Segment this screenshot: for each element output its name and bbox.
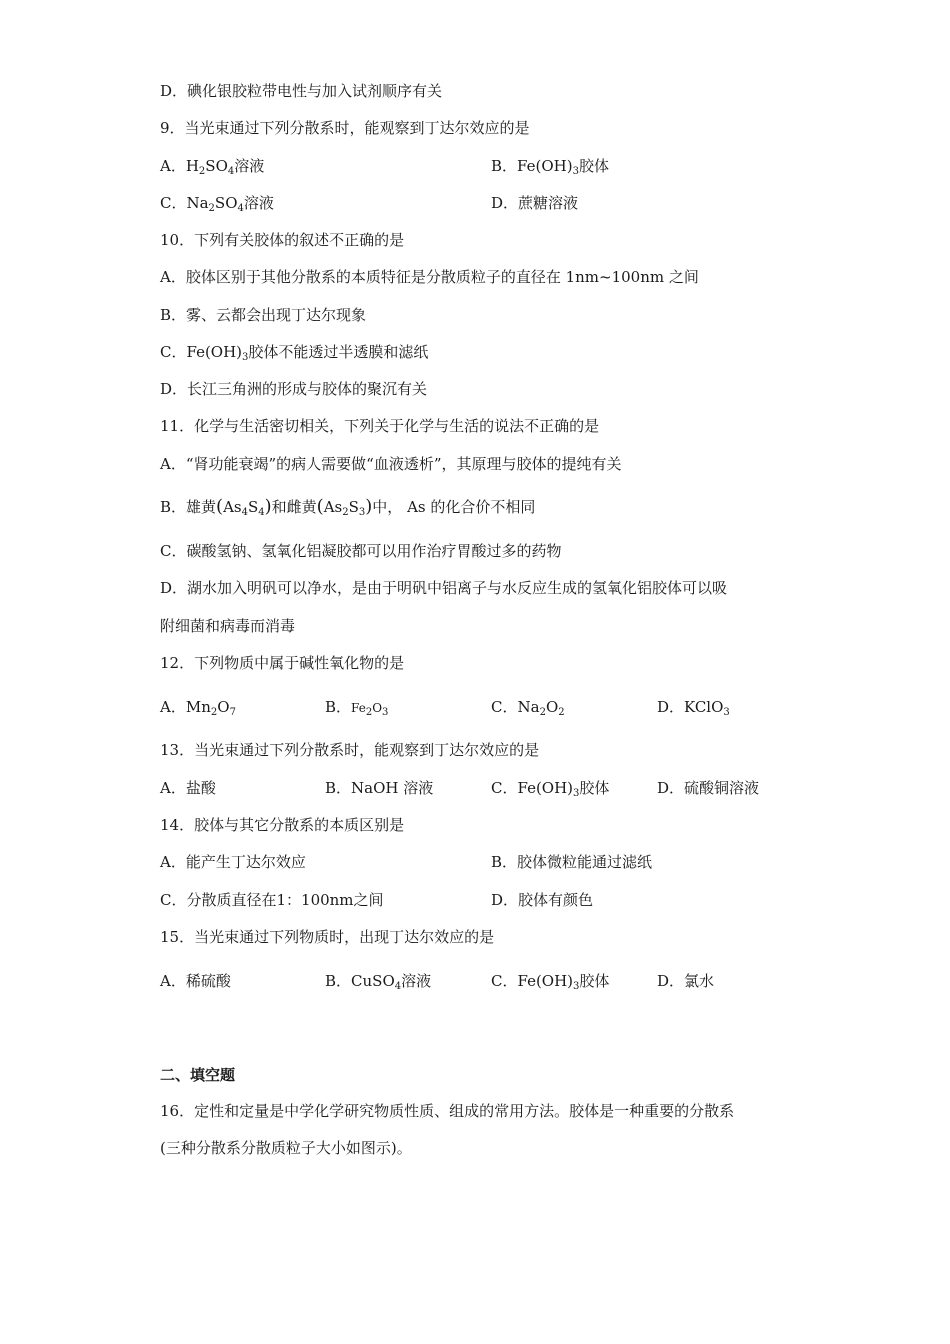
q14-option-d: D．胶体有颜色 (491, 891, 594, 909)
q11-stem: 11．化学与生活密切相关，下列关于化学与生活的说法不正确的是 (160, 417, 600, 435)
q15-option-b: B．CuSO$_4$溶液 (325, 972, 432, 992)
q12-stem: 12．下列物质中属于碱性氧化物的是 (160, 654, 405, 672)
q15-option-d: D．氯水 (657, 972, 715, 990)
q11-option-d-line1: D．湖水加入明矾可以净水，是由于明矾中铝离子与水反应生成的氢氧化铝胶体可以吸 (160, 579, 728, 597)
q13-option-d: D．硫酸铜溶液 (657, 779, 760, 797)
section-heading: 二、填空题 (160, 1066, 236, 1084)
q14-stem: 14．胶体与其它分散系的本质区别是 (160, 816, 405, 834)
q9-option-a: A．$H_2SO_4$溶液 (160, 157, 265, 177)
q14-option-a: A．能产生丁达尔效应 (160, 853, 306, 871)
q10-option-c: C．$Fe(OH)_3$胶体不能透过半透膜和滤纸 (160, 343, 429, 363)
q9-option-b: B．$Fe(OH)_3$胶体 (491, 157, 609, 177)
q11-option-d-line2: 附细菌和病毒而消毒 (160, 617, 296, 635)
q15-option-c: C．$Fe(OH)_3$胶体 (491, 972, 610, 992)
q12-option-d: D．KClO$_3$ (657, 698, 730, 718)
q15-option-a: A．稀硫酸 (160, 972, 231, 990)
q10-option-d: D．长江三角洲的形成与胶体的聚沉有关 (160, 380, 428, 398)
q11-option-a: A．“肾功能衰竭”的病人需要做“血液透析”，其原理与胶体的提纯有关 (160, 455, 622, 473)
q11-option-b: B．雄黄$(As_4S_4)$和雌黄$(As_2S_3)$中， As 的化合价不相同 (160, 496, 536, 518)
q8-option-d: D．碘化银胶粒带电性与加入试剂顺序有关 (160, 82, 443, 100)
q14-option-b: B．胶体微粒能通过滤纸 (491, 853, 653, 871)
q9-stem: 9．当光束通过下列分散系时，能观察到丁达尔效应的是 (160, 119, 530, 137)
q13-stem: 13．当光束通过下列分散系时，能观察到丁达尔效应的是 (160, 741, 540, 759)
q12-option-a: A．$Mn_2O_7$ (160, 698, 236, 718)
q11-option-c: C．碳酸氢钠、氢氧化铝凝胶都可以用作治疗胃酸过多的药物 (160, 542, 562, 560)
q12-option-b: B．$Fe_2O_3$ (325, 698, 389, 718)
q16-line2: (三种分散系分散质粒子大小如图示)。 (160, 1139, 412, 1157)
q10-option-b: B．雾、云都会出现丁达尔现象 (160, 306, 367, 324)
q10-option-a: A．胶体区别于其他分散系的本质特征是分散质粒子的直径在 1nm~100nm 之间 (160, 268, 699, 286)
q12-option-c: C．$Na_2O_2$ (491, 698, 565, 718)
q13-option-a: A．盐酸 (160, 779, 216, 797)
q15-stem: 15．当光束通过下列物质时，出现丁达尔效应的是 (160, 928, 495, 946)
q10-stem: 10．下列有关胶体的叙述不正确的是 (160, 231, 405, 249)
q16-line1: 16．定性和定量是中学化学研究物质性质、组成的常用方法。胶体是一种重要的分散系 (160, 1102, 735, 1120)
q9-option-d: D．蔗糖溶液 (491, 194, 579, 212)
q9-option-c: C．$Na_2SO_4$溶液 (160, 194, 274, 214)
q13-option-b: B．NaOH 溶液 (325, 779, 434, 797)
q14-option-c: C．分散质直径在1：100nm之间 (160, 891, 384, 909)
q13-option-c: C．$Fe(OH)_3$胶体 (491, 779, 610, 799)
